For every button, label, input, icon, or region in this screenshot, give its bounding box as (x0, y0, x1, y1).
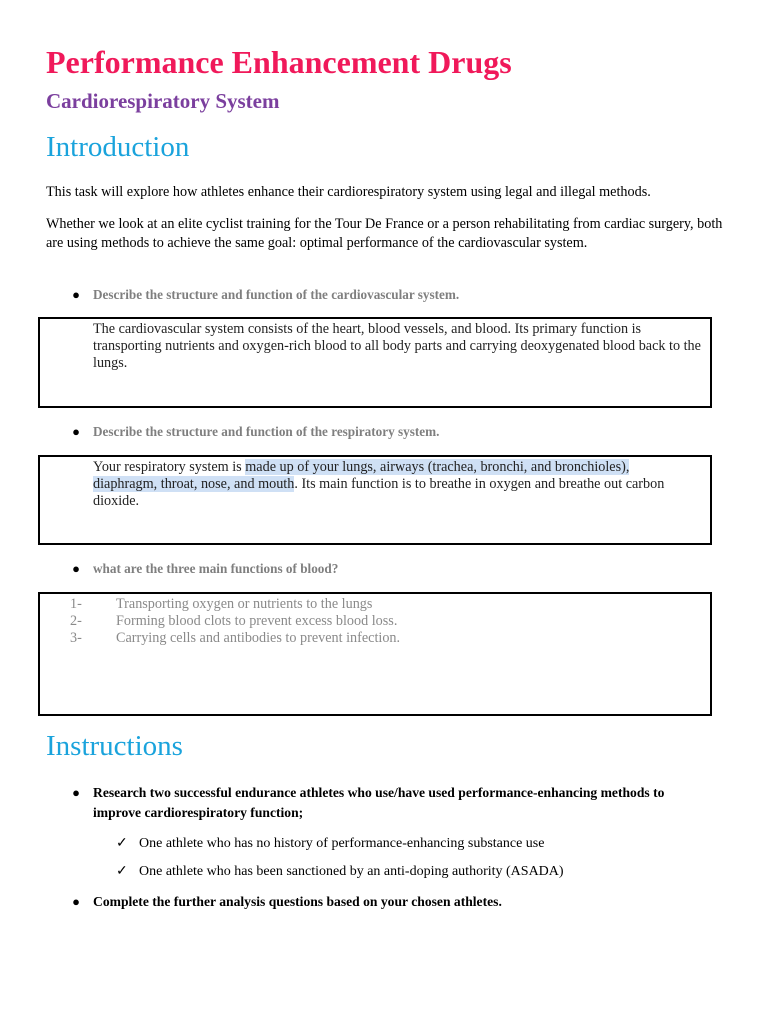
list-item: Carrying cells and antibodies to prevent infection. (116, 630, 401, 646)
answer-text-cardiovascular: The cardiovascular system consists of the heart, blood vessels, and blood. Its primary function is transporting nutrients and oxygen-rich blood to all body parts and carrying deoxygenated blood back to the lungs. (93, 321, 701, 371)
instruction-research: Research two successful endurance athletes who use/have used performance-enhancing methods to improve cardiorespiratory function; (93, 785, 665, 820)
answer-box-blood-functions[interactable] (38, 592, 712, 716)
check-item-clean-athlete: One athlete who has no history of performance-enhancing substance use (139, 836, 545, 851)
list-item: Transporting oxygen or nutrients to the lungs (116, 596, 373, 612)
intro-paragraph-2: Whether we look at an elite cyclist training for the Tour De France or a person rehabilitating from cardiac surgery, both are using methods to achieve the same goal: optimal performance of the cardiovascular system. (46, 216, 723, 251)
checkmark-icon: ✓ (116, 836, 128, 851)
answer-text-respiratory (93, 459, 693, 510)
list-item: Forming blood clots to prevent excess blood loss. (116, 613, 398, 629)
instruction-complete-analysis: Complete the further analysis questions based on your chosen athletes. (93, 894, 502, 909)
answer-box-respiratory[interactable] (38, 455, 712, 545)
bullet-icon: ● (72, 561, 80, 576)
check-item-sanctioned-athlete: One athlete who has been sanctioned by an anti-doping authority (ASADA) (139, 864, 564, 879)
introduction-heading: Introduction (46, 131, 190, 163)
list-number: 2- (70, 613, 82, 629)
list-number: 3- (70, 630, 82, 646)
list-number: 1- (70, 596, 82, 612)
question-respiratory: Describe the structure and function of the respiratory system. (93, 424, 440, 439)
intro-paragraph-1: This task will explore how athletes enhance their cardiorespiratory system using legal and illegal methods. (46, 184, 651, 200)
highlighted-text: made up of your lungs, airways (trachea, bronchi, and bronchioles), diaphragm, throat, nose, and mouth (93, 459, 630, 492)
instructions-heading: Instructions (46, 730, 183, 762)
bullet-icon: ● (72, 894, 80, 909)
question-blood-functions: what are the three main functions of blood? (93, 561, 339, 576)
bullet-icon: ● (72, 424, 80, 439)
answer-box-cardiovascular[interactable] (38, 317, 712, 408)
answer-text-pre: Your respiratory system is (93, 459, 246, 475)
document-subtitle: Cardiorespiratory System (46, 89, 280, 113)
checkmark-icon: ✓ (116, 864, 128, 879)
document-title: Performance Enhancement Drugs (46, 44, 512, 80)
answer-text-post: . Its main function is to breathe in oxygen and breathe out carbon dioxide. (93, 476, 665, 509)
bullet-icon: ● (72, 287, 80, 302)
question-cardiovascular: Describe the structure and function of the cardiovascular system. (93, 287, 460, 302)
bullet-icon: ● (72, 785, 80, 800)
